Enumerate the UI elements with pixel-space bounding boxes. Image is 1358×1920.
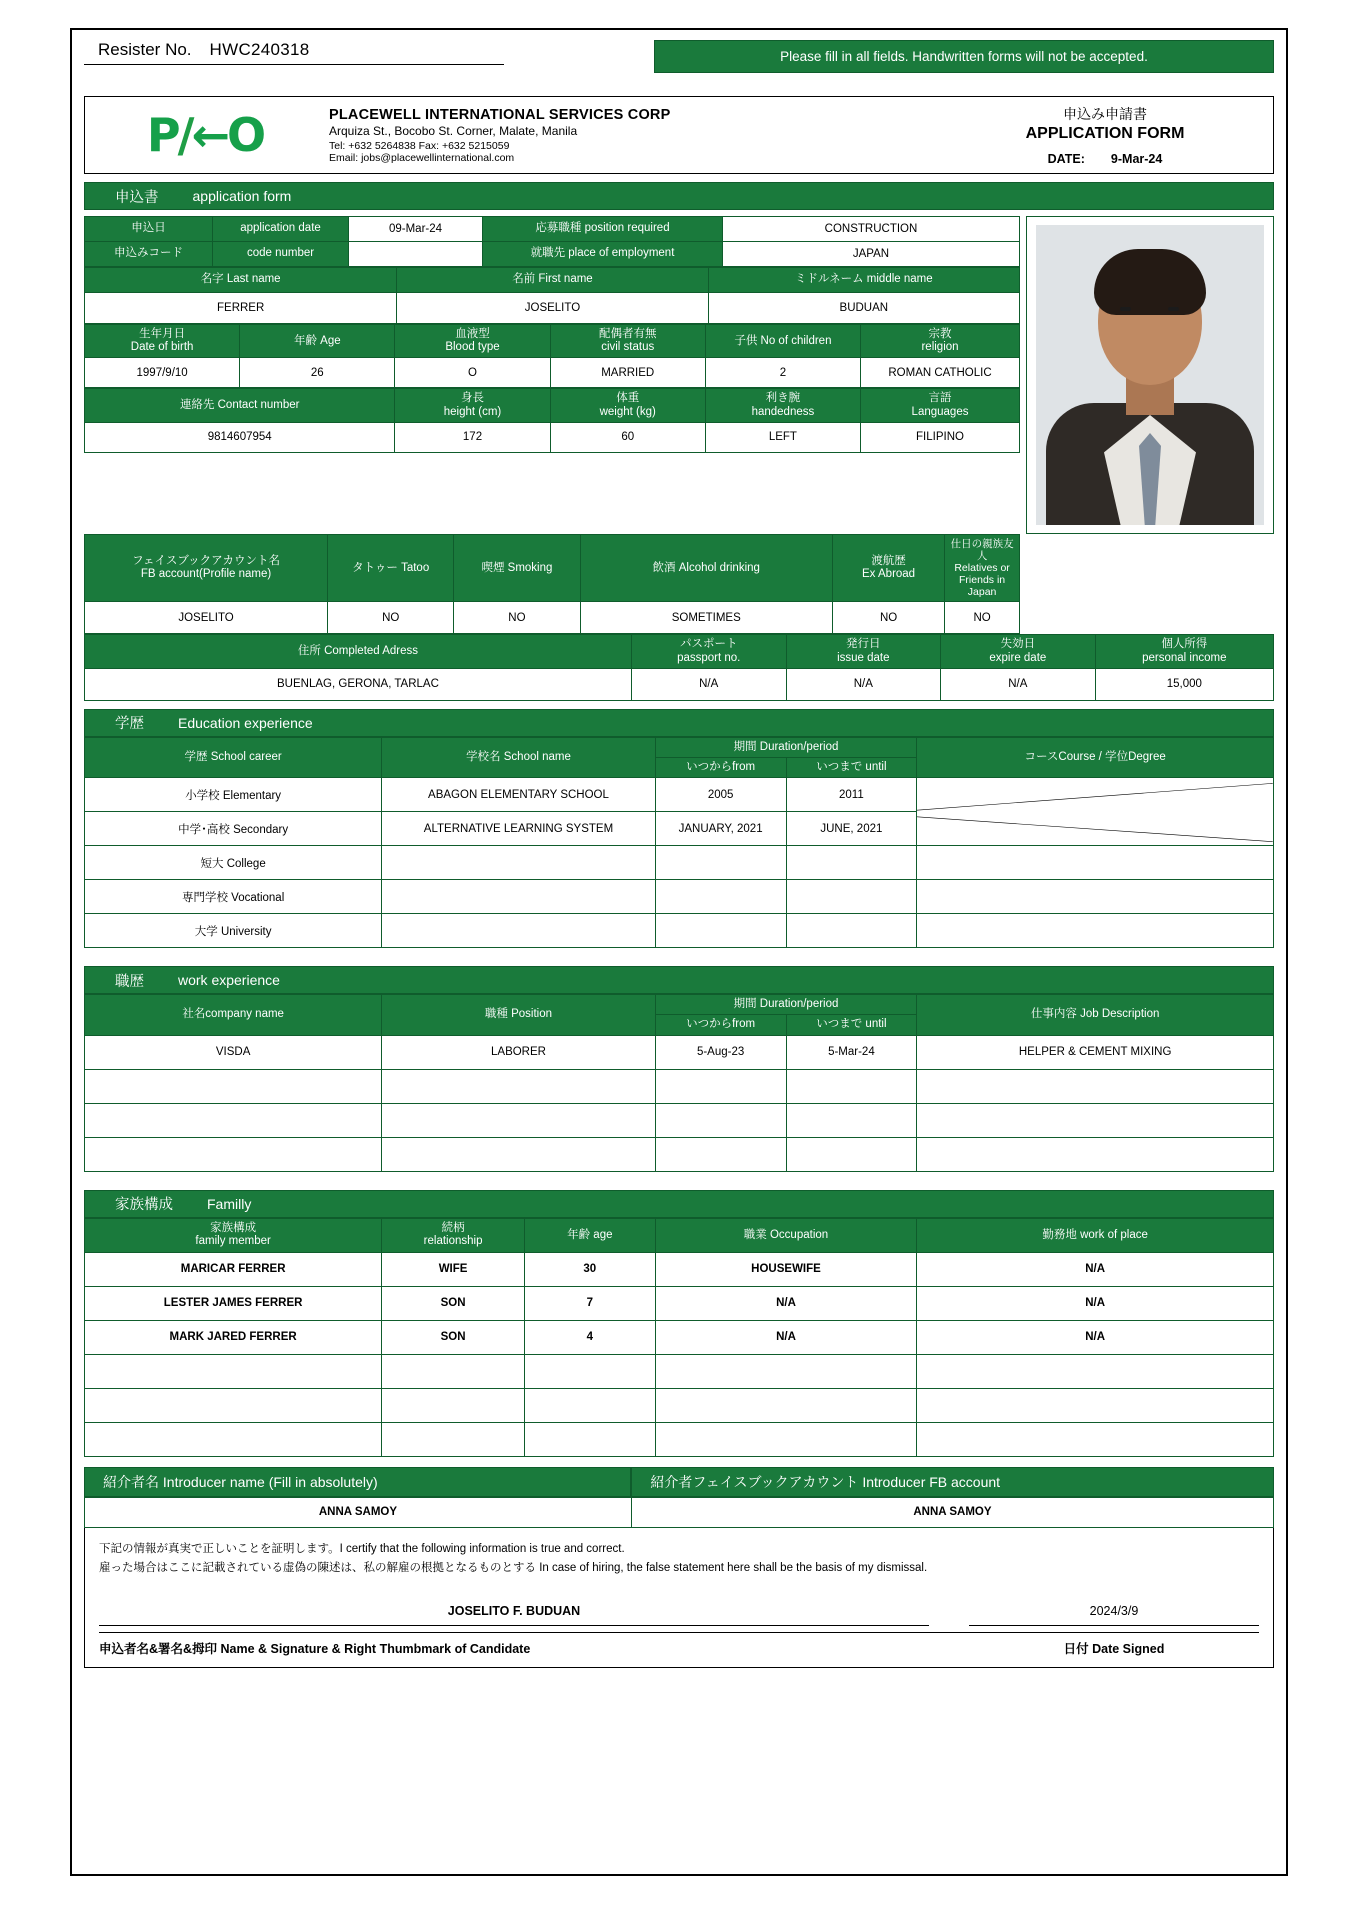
introducer-fb-label: 紹介者フェイスブックアカウント Introducer FB account	[631, 1467, 1274, 1497]
family-age-value[interactable]: 4	[524, 1320, 655, 1354]
family-workplace-value[interactable]	[917, 1354, 1274, 1388]
family-occupation-value[interactable]: N/A	[655, 1320, 917, 1354]
education-until-value[interactable]: JUNE, 2021	[786, 812, 917, 846]
education-from-value[interactable]	[655, 914, 786, 948]
height-label: 身長 height (cm)	[395, 389, 550, 422]
section-family-jp: 家族構成	[115, 1197, 173, 1214]
height-value[interactable]: 172	[395, 422, 550, 452]
family-table	[84, 1218, 1274, 1457]
table-row	[85, 668, 1274, 700]
table-row	[85, 1388, 1274, 1422]
place-of-employment-label: 就職先 place of employment	[483, 242, 723, 267]
first-name-value[interactable]: JOSELITO	[397, 293, 708, 324]
form-title-jp: 申込み申請書	[1063, 106, 1147, 122]
family-member-value[interactable]: MARICAR FERRER	[85, 1252, 382, 1286]
education-course-value[interactable]	[917, 880, 1274, 914]
family-relationship-value[interactable]: WIFE	[382, 1252, 525, 1286]
family-member-value[interactable]	[85, 1388, 382, 1422]
table-row	[85, 1422, 1274, 1456]
work-position-value[interactable]	[382, 1137, 655, 1171]
section-family-en: Familly	[207, 1195, 252, 1212]
name-table	[84, 267, 1020, 324]
company-name-label: 社名company name	[85, 995, 382, 1035]
education-course-value[interactable]	[917, 914, 1274, 948]
company-info	[325, 107, 943, 164]
work-job-value[interactable]	[917, 1069, 1274, 1103]
age-label: 年齢 Age	[240, 325, 395, 358]
applicant-photo	[1036, 225, 1264, 525]
education-school-value[interactable]	[382, 880, 655, 914]
table-row	[85, 1103, 1274, 1137]
family-age-value[interactable]	[524, 1388, 655, 1422]
work-until-value[interactable]	[786, 1069, 917, 1103]
section-education-jp: 学歴	[115, 716, 144, 733]
company-address: Arquiza St., Bocobo St. Corner, Malate, Manila	[329, 123, 578, 138]
habits-table	[84, 534, 1020, 634]
basic-info-area	[84, 216, 1274, 534]
first-name-label: 名前 First name	[397, 268, 708, 293]
education-school-value[interactable]	[382, 914, 655, 948]
signature-label: 申込者名&署名&拇印 Name & Signature & Right Thumbmark of Candidate	[99, 1642, 531, 1657]
handedness-value[interactable]: LEFT	[705, 422, 860, 452]
ex-abroad-value[interactable]: NO	[832, 602, 944, 634]
family-occupation-value[interactable]: HOUSEWIFE	[655, 1252, 917, 1286]
civil-status-label: 配偶者有無 civil status	[550, 325, 705, 358]
section-application-form	[84, 182, 1274, 210]
religion-value[interactable]: ROMAN CATHOLIC	[861, 358, 1020, 388]
table-row	[85, 880, 1274, 914]
education-career-value: 中学･高校 Secondary	[85, 812, 382, 846]
table-row	[85, 1497, 1274, 1527]
work-from-label: いつからfrom	[655, 1015, 786, 1035]
education-school-value[interactable]	[382, 846, 655, 880]
placewell-logo-icon: P/←O	[146, 108, 264, 162]
application-date-label-en: application date	[213, 217, 349, 242]
form-date-label: DATE:	[1047, 152, 1085, 166]
company-header	[84, 96, 1274, 174]
address-value[interactable]: BUENLAG, GERONA, TARLAC	[85, 668, 632, 700]
education-until-label: いつまで until	[786, 757, 917, 777]
family-age-value[interactable]	[524, 1422, 655, 1456]
basic-info-tables	[84, 216, 1020, 534]
age-value[interactable]: 26	[240, 358, 395, 388]
table-row	[85, 1354, 1274, 1388]
family-age-value[interactable]	[524, 1354, 655, 1388]
table-row	[85, 217, 1020, 242]
work-position-value[interactable]: LABORER	[382, 1035, 655, 1069]
company-name: PLACEWELL INTERNATIONAL SERVICES CORP	[329, 106, 671, 123]
introducer-fb-value[interactable]: ANNA SAMOY	[631, 1497, 1273, 1527]
address-label: 住所 Completed Adress	[85, 635, 632, 668]
fb-account-label: フェイスブックアカウント名 FB account(Profile name)	[85, 535, 328, 602]
code-number-value[interactable]	[349, 242, 483, 267]
family-relationship-value[interactable]: SON	[382, 1286, 525, 1320]
family-relationship-value[interactable]: SON	[382, 1320, 525, 1354]
work-from-value[interactable]	[655, 1069, 786, 1103]
introducer-name-label: 紹介者名 Introducer name (Fill in absolutely)	[84, 1467, 631, 1497]
register-number-label: Resister No.	[98, 40, 192, 59]
work-position-value[interactable]	[382, 1069, 655, 1103]
languages-value[interactable]: FILIPINO	[861, 422, 1020, 452]
table-row	[85, 635, 1274, 668]
weight-value[interactable]: 60	[550, 422, 705, 452]
relatives-japan-label: 仕日の親族友人 Relatives or Friends in Japan	[945, 535, 1020, 602]
family-occupation-value[interactable]	[655, 1422, 917, 1456]
table-row	[85, 778, 1274, 812]
middle-name-label: ミドルネーム middle name	[708, 268, 1019, 293]
notice-banner: Please fill in all fields. Handwritten forms will not be accepted.	[654, 40, 1274, 73]
work-job-value[interactable]: HELPER & CEMENT MIXING	[917, 1035, 1274, 1069]
last-name-value[interactable]: FERRER	[85, 293, 397, 324]
tattoo-value[interactable]: NO	[328, 602, 454, 634]
table-row	[85, 1286, 1274, 1320]
education-from-value[interactable]	[655, 846, 786, 880]
education-from-value[interactable]: JANUARY, 2021	[655, 812, 786, 846]
place-of-employment-value[interactable]: JAPAN	[723, 242, 1020, 267]
languages-label: 言語 Languages	[861, 389, 1020, 422]
passport-no-value[interactable]: N/A	[631, 668, 786, 700]
certification-line-2: 雇った場合はここに記載されている虚偽の陳述は、私の解雇の根拠となるものとする In case of hiring, the false statement here shall be the basis of my dismissal.	[99, 1562, 928, 1575]
introducer-name-value[interactable]: ANNA SAMOY	[85, 1497, 632, 1527]
table-row	[85, 1320, 1274, 1354]
middle-name-value[interactable]: BUDUAN	[708, 293, 1019, 324]
contact-number-label: 連絡先 Contact number	[85, 389, 395, 422]
section-work	[84, 966, 1274, 994]
education-until-value[interactable]: 2011	[786, 778, 917, 812]
register-number-value: HWC240318	[209, 40, 310, 59]
work-until-value[interactable]	[786, 1137, 917, 1171]
occupation-label: 職業 Occupation	[655, 1218, 917, 1252]
work-until-value[interactable]: 5-Mar-24	[786, 1035, 917, 1069]
handedness-label: 利き腕 handedness	[705, 389, 860, 422]
family-member-value[interactable]	[85, 1422, 382, 1456]
application-date-label-jp: 申込日	[85, 217, 213, 242]
dob-label: 生年月日 Date of birth	[85, 325, 240, 358]
education-until-value[interactable]	[786, 846, 917, 880]
personal-income-value[interactable]: 15,000	[1095, 668, 1273, 700]
section-application-form-jp: 申込書	[115, 189, 159, 206]
relatives-japan-value[interactable]: NO	[945, 602, 1020, 634]
education-duration-label: 期間 Duration/period	[655, 737, 917, 757]
education-until-value[interactable]	[786, 914, 917, 948]
relationship-label: 続柄 relationship	[382, 1218, 525, 1252]
form-title-block	[943, 104, 1273, 166]
position-label: 職種 Position	[382, 995, 655, 1035]
passport-no-label: パスポート passport no.	[631, 635, 786, 668]
family-member-label: 家族構成 family member	[85, 1218, 382, 1252]
position-required-label: 応募職種 position required	[483, 217, 723, 242]
work-from-value[interactable]: 5-Aug-23	[655, 1035, 786, 1069]
table-row	[85, 358, 1020, 388]
family-age-label: 年齢 age	[524, 1218, 655, 1252]
education-until-value[interactable]	[786, 880, 917, 914]
form-sheet	[70, 28, 1288, 1876]
civil-status-value[interactable]: MARRIED	[550, 358, 705, 388]
family-workplace-value[interactable]: N/A	[917, 1286, 1274, 1320]
signature-date-field[interactable]: 2024/3/9	[969, 1601, 1259, 1627]
family-occupation-value[interactable]: N/A	[655, 1286, 917, 1320]
work-company-value[interactable]	[85, 1137, 382, 1171]
education-career-value: 小学校 Elementary	[85, 778, 382, 812]
table-row	[85, 1137, 1274, 1171]
family-age-value[interactable]: 7	[524, 1286, 655, 1320]
work-company-value[interactable]: VISDA	[85, 1035, 382, 1069]
workplace-label: 勤務地 work of place	[917, 1218, 1274, 1252]
education-career-value: 専門学校 Vocational	[85, 880, 382, 914]
table-row	[85, 535, 1020, 602]
table-row	[85, 422, 1020, 452]
introducer-table	[84, 1497, 1274, 1528]
education-school-value[interactable]: ABAGON ELEMENTARY SCHOOL	[382, 778, 655, 812]
work-job-value[interactable]	[917, 1137, 1274, 1171]
education-table	[84, 737, 1274, 948]
job-description-label: 仕事内容 Job Description	[917, 995, 1274, 1035]
family-age-value[interactable]: 30	[524, 1252, 655, 1286]
blood-type-value[interactable]: O	[395, 358, 550, 388]
work-duration-label: 期間 Duration/period	[655, 995, 917, 1015]
table-row	[85, 914, 1274, 948]
section-education-en: Education experience	[178, 714, 313, 731]
application-date-value[interactable]: 09-Mar-24	[349, 217, 483, 242]
family-relationship-value[interactable]	[382, 1388, 525, 1422]
family-relationship-value[interactable]	[382, 1354, 525, 1388]
code-number-label-jp: 申込みコード	[85, 242, 213, 267]
table-row	[85, 1035, 1274, 1069]
family-member-value[interactable]	[85, 1354, 382, 1388]
work-company-value[interactable]	[85, 1103, 382, 1137]
signature-row	[99, 1601, 1259, 1627]
company-telephone: Tel: +632 5264838 Fax: +632 5215059	[329, 139, 510, 152]
personal-table	[84, 324, 1020, 388]
company-email: Email: jobs@placewellinternational.com	[329, 151, 515, 164]
weight-label: 体重 weight (kg)	[550, 389, 705, 422]
applicant-photo-cell	[1026, 216, 1274, 534]
form-date-value: 9-Mar-24	[1110, 152, 1163, 166]
work-until-value[interactable]	[786, 1103, 917, 1137]
work-job-value[interactable]	[917, 1103, 1274, 1137]
expire-date-value[interactable]: N/A	[941, 668, 1096, 700]
course-degree-label: コースCourse / 学位Degree	[917, 737, 1274, 777]
education-from-value[interactable]	[655, 880, 786, 914]
issue-date-label: 発行日 issue date	[786, 635, 941, 668]
smoking-value[interactable]: NO	[454, 602, 580, 634]
family-workplace-value[interactable]	[917, 1388, 1274, 1422]
tattoo-label: タトゥー Tatoo	[328, 535, 454, 602]
alcohol-value[interactable]: SOMETIMES	[580, 602, 832, 634]
ex-abroad-label: 渡航歴 Ex Abroad	[832, 535, 944, 602]
table-row	[85, 268, 1020, 293]
children-value[interactable]: 2	[705, 358, 860, 388]
section-work-jp: 職歴	[115, 973, 144, 990]
section-work-en: work experience	[178, 972, 280, 989]
school-career-label: 学歴 School career	[85, 737, 382, 777]
family-workplace-value[interactable]: N/A	[917, 1320, 1274, 1354]
date-signed-label: 日付 Date Signed	[1063, 1642, 1165, 1657]
table-row	[85, 325, 1020, 358]
family-member-value[interactable]: MARK JARED FERRER	[85, 1320, 382, 1354]
signature-labels-row	[99, 1632, 1259, 1660]
application-basic-table	[84, 216, 1020, 267]
table-row	[85, 995, 1274, 1015]
education-career-value: 大学 University	[85, 914, 382, 948]
table-row	[85, 293, 1020, 324]
family-member-value[interactable]: LESTER JAMES FERRER	[85, 1286, 382, 1320]
blood-type-label: 血液型 Blood type	[395, 325, 550, 358]
children-label: 子供 No of children	[705, 325, 860, 358]
last-name-label: 名字 Last name	[85, 268, 397, 293]
religion-label: 宗教 religion	[861, 325, 1020, 358]
table-row	[85, 1069, 1274, 1103]
position-required-value[interactable]: CONSTRUCTION	[723, 217, 1020, 242]
table-row	[85, 602, 1020, 634]
table-row	[85, 389, 1020, 422]
section-education	[84, 709, 1274, 737]
company-logo	[85, 108, 325, 162]
work-table	[84, 994, 1274, 1171]
personal-income-label: 個人所得 personal income	[1095, 635, 1273, 668]
work-position-value[interactable]	[382, 1103, 655, 1137]
contact-number-value[interactable]: 9814607954	[85, 422, 395, 452]
table-row	[85, 1218, 1274, 1252]
family-relationship-value[interactable]	[382, 1422, 525, 1456]
signature-name-field[interactable]: JOSELITO F. BUDUAN	[99, 1601, 929, 1627]
education-from-value[interactable]: 2005	[655, 778, 786, 812]
top-bar	[84, 40, 1274, 86]
dob-value[interactable]: 1997/9/10	[85, 358, 240, 388]
register-number-field[interactable]	[84, 40, 504, 65]
work-from-value[interactable]	[655, 1103, 786, 1137]
fb-account-value[interactable]: JOSELITO	[85, 602, 328, 634]
work-from-value[interactable]	[655, 1137, 786, 1171]
certification-line-1: 下記の情報が真実で正しいことを証明します。I certify that the following information is true and correct.	[99, 1542, 625, 1555]
form-title-en: APPLICATION FORM	[1025, 125, 1185, 142]
school-name-label: 学校名 School name	[382, 737, 655, 777]
alcohol-label: 飲酒 Alcohol drinking	[580, 535, 832, 602]
education-course-value[interactable]	[917, 778, 1274, 846]
education-from-label: いつからfrom	[655, 757, 786, 777]
family-occupation-value[interactable]	[655, 1388, 917, 1422]
table-row	[85, 737, 1274, 757]
form-date-row	[943, 152, 1267, 166]
table-row	[85, 846, 1274, 880]
education-course-value[interactable]	[917, 846, 1274, 880]
address-table	[84, 634, 1274, 700]
family-workplace-value[interactable]: N/A	[917, 1252, 1274, 1286]
education-career-value: 短大 College	[85, 846, 382, 880]
family-occupation-value[interactable]	[655, 1354, 917, 1388]
section-family	[84, 1190, 1274, 1218]
introducer-header-row	[84, 1467, 1274, 1497]
work-company-value[interactable]	[85, 1069, 382, 1103]
work-until-label: いつまで until	[786, 1015, 917, 1035]
table-row	[85, 1252, 1274, 1286]
issue-date-value[interactable]: N/A	[786, 668, 941, 700]
education-school-value[interactable]: ALTERNATIVE LEARNING SYSTEM	[382, 812, 655, 846]
family-workplace-value[interactable]	[917, 1422, 1274, 1456]
expire-date-label: 失効日 expire date	[941, 635, 1096, 668]
code-number-label-en: code number	[213, 242, 349, 267]
smoking-label: 喫煙 Smoking	[454, 535, 580, 602]
contact-table	[84, 388, 1020, 452]
section-application-form-en: application form	[192, 188, 292, 204]
certification-block	[84, 1528, 1274, 1668]
table-row	[85, 242, 1020, 267]
